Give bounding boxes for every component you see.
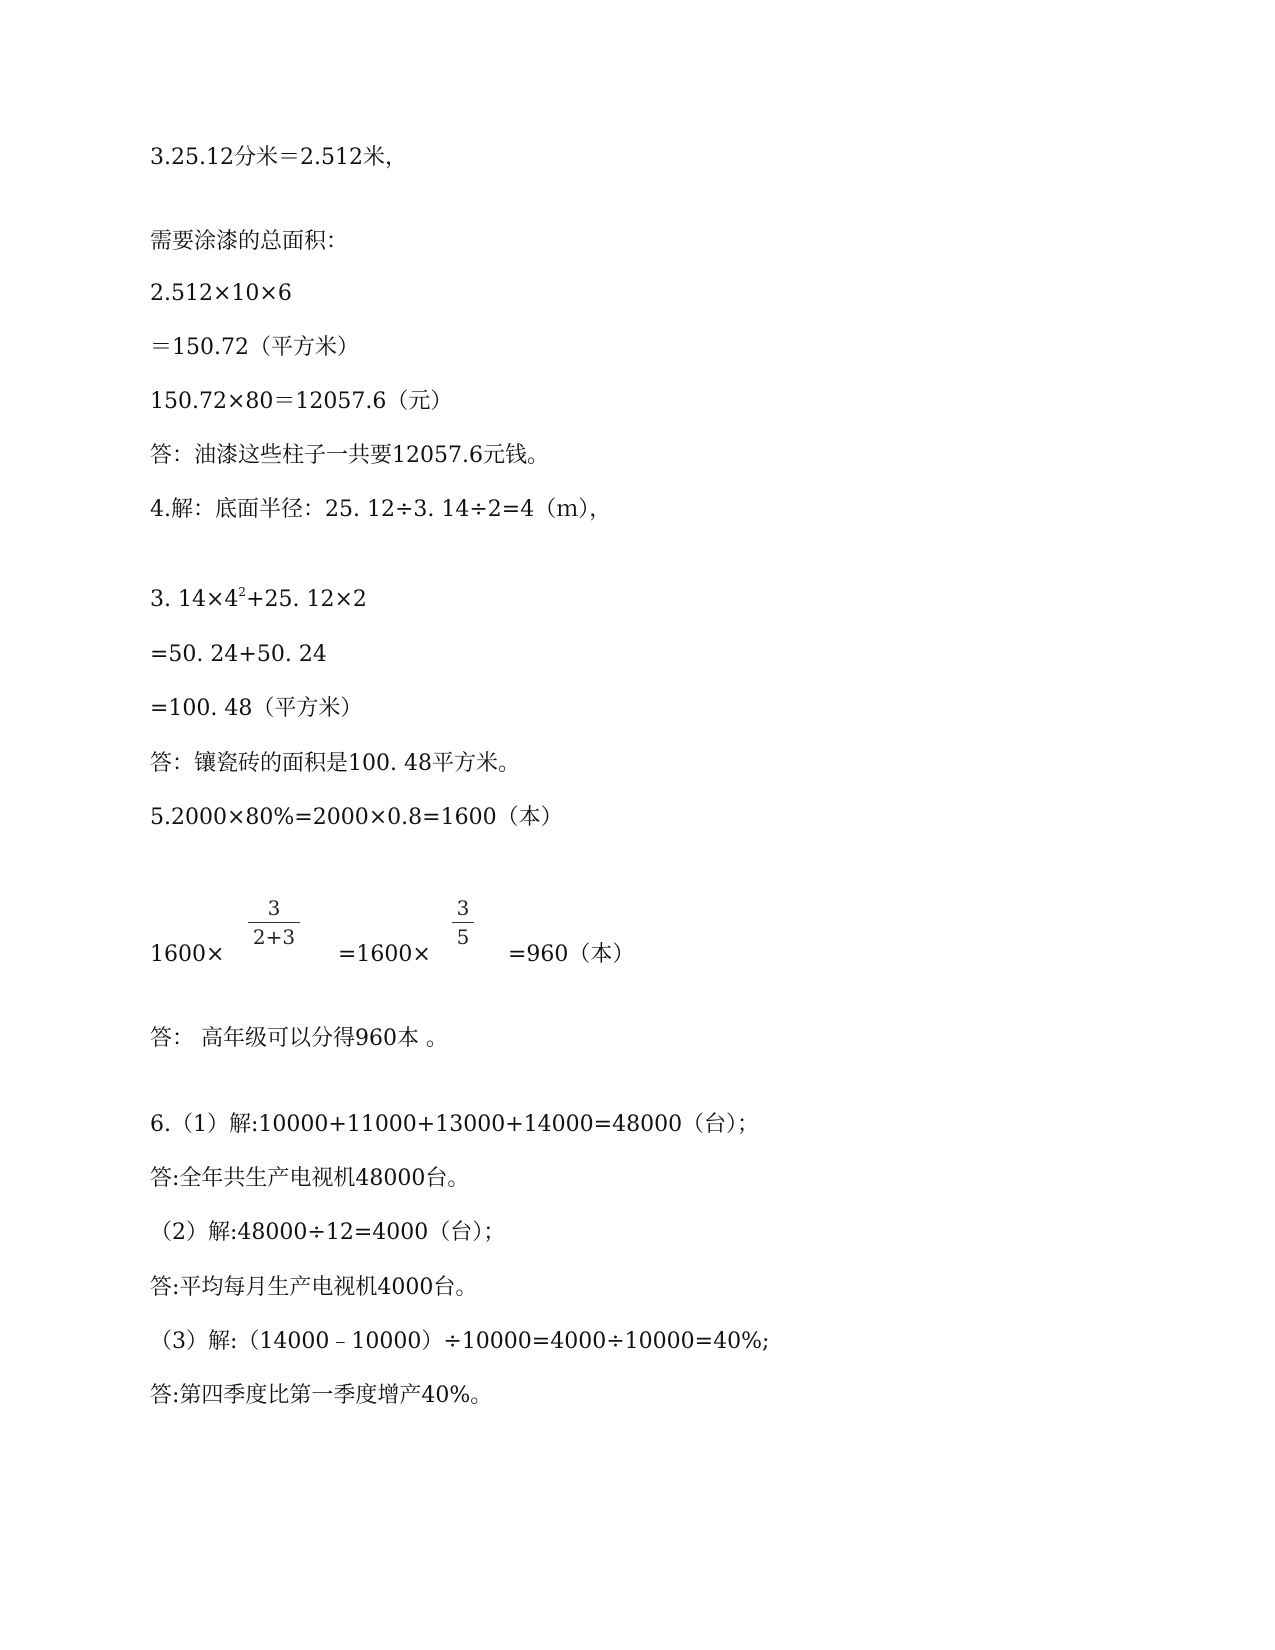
q6-line-1: 6.（1）解:10000+11000+13000+14000=48000（台）； [150,1112,760,1137]
q4-expr-rest: +25. 12×2 [246,587,367,612]
q3-line-2: 需要涂漆的总面积： [150,229,349,254]
q5-fraction-2 [452,896,474,949]
q4-line-3: =50. 24+50. 24 [150,642,327,667]
fraction-2-bar [452,922,474,923]
q5-seg-1: 1600× [150,942,225,967]
q4-line-1: 4.解：底面半径：25. 12÷3. 14÷2=4（ｍ）， [150,497,612,522]
q4-line-2 [150,585,367,615]
q4-exponent: 2 [238,585,247,599]
q3-line-1: 3.25.12分米＝2.512米， [150,145,407,170]
fraction-2-numerator: 3 [456,896,470,920]
q5-line-1: 5.2000×80%=2000×0.8=1600（本） [150,805,563,830]
fraction-1-numerator: 3 [267,896,281,920]
q4-expr-base: 3. 14×4 [150,587,239,612]
q5-seg-3: =960（本） [508,942,635,967]
fraction-1-bar [248,922,300,923]
q6-answer-2: 答:平均每月生产电视机4000台。 [150,1275,478,1300]
q3-line-5: 150.72×80＝12057.6（元） [150,389,453,414]
q3-line-3: 2.512×10×6 [150,281,292,306]
q6-line-3: （3）解:（14000﹣10000）÷10000=4000÷10000=40%; [150,1329,770,1354]
q5-fraction-1 [248,896,300,949]
q6-answer-1: 答:全年共生产电视机48000台。 [150,1166,470,1191]
q3-answer: 答：油漆这些柱子一共要12057.6元钱。 [150,443,549,468]
q6-answer-3: 答:第四季度比第一季度增产40%。 [150,1383,493,1408]
q3-line-4: ＝150.72（平方米） [150,335,359,360]
q4-answer: 答：镶瓷砖的面积是100. 48平方米。 [150,751,520,776]
fraction-2-denominator: 5 [456,925,470,949]
q5-seg-2: =1600× [338,942,431,967]
q6-line-2: （2）解:48000÷12=4000（台）； [150,1220,506,1245]
q5-answer: 答： 高年级可以分得960本 。 [150,1026,448,1051]
q4-line-4: =100. 48（平方米） [150,696,363,721]
fraction-1-denominator: 2+3 [252,925,296,949]
